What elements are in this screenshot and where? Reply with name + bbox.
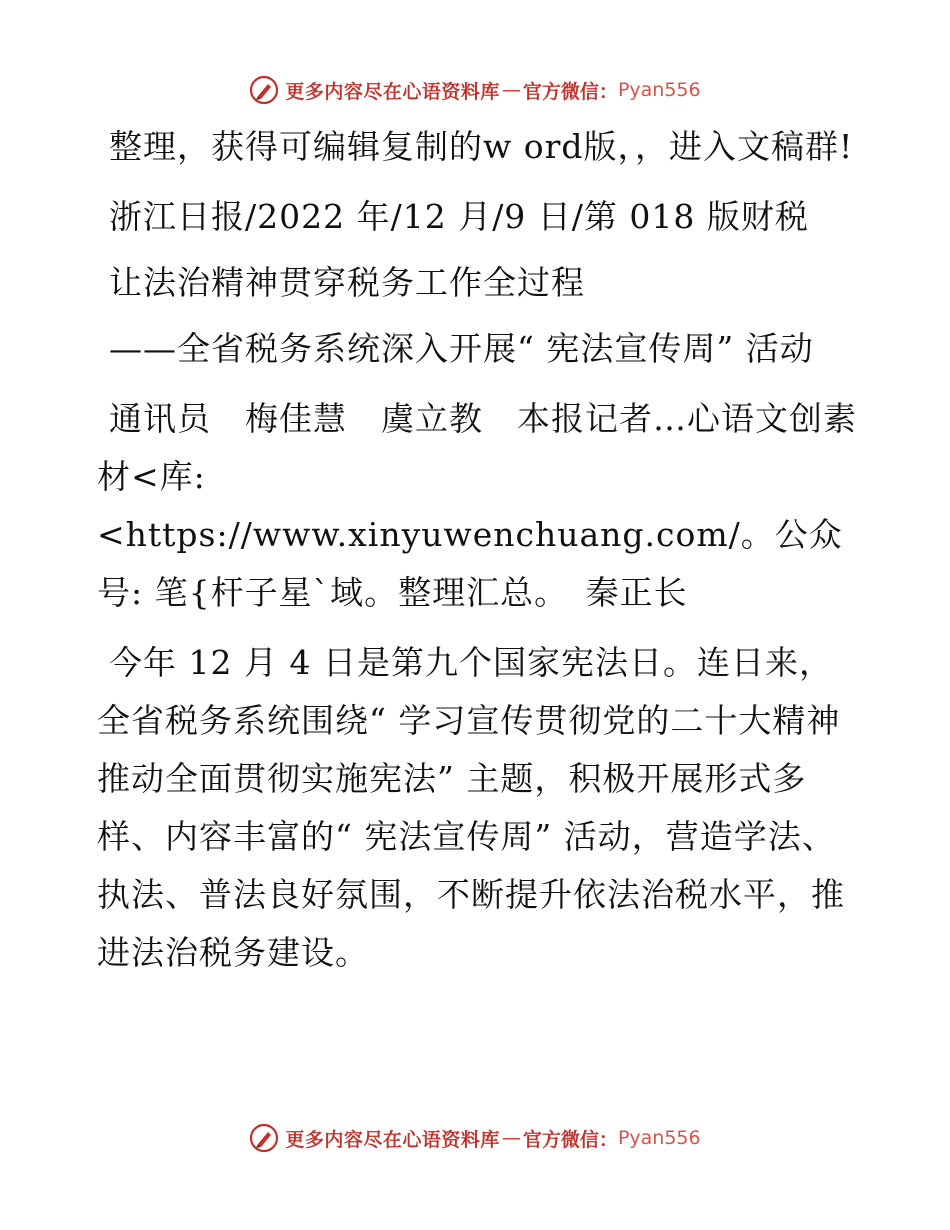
watermark-wechat-id: Pyan556 <box>617 1127 701 1149</box>
watermark-wechat-label: 官方微信： <box>522 80 618 103</box>
watermark-text: 更多内容尽在心语资料库 <box>285 1128 500 1151</box>
intro-line: 整理，获得可编辑复制的w ord版，，进入文稿群! <box>109 127 854 166</box>
byline: 通讯员 梅佳慧 虞立教 本报记者…心语文创素材<库: <https://www.xinyuwenchuang.com/。公众号: 笔{杆子星`域。整理汇总。 秦正长 <box>97 399 857 612</box>
pen-logo-icon <box>249 75 279 105</box>
document-body <box>97 118 857 994</box>
watermark-dash: — <box>501 79 521 101</box>
header-watermark <box>0 72 950 108</box>
article-subtitle: ——全省税务系统深入开展“ 宪法宣传周” 活动 <box>109 329 814 368</box>
article-title: 让法治精神贯穿税务工作全过程 <box>109 263 585 302</box>
watermark-dash: — <box>501 1127 521 1149</box>
watermark-text: 更多内容尽在心语资料库 <box>285 80 500 103</box>
pen-logo-icon <box>249 1123 279 1153</box>
source-line: 浙江日报/2022 年/12 月/9 日/第 018 版财税 <box>109 197 809 236</box>
watermark-wechat-id: Pyan556 <box>617 79 701 101</box>
footer-watermark <box>0 1120 950 1156</box>
body-paragraph: 今年 12 月 4 日是第九个国家宪法日。连日来，全省税务系统围绕“ 学习宣传贯彻党的二十大精神 推动全面贯彻实施宪法” 主题，积极开展形式多样、内容丰富的“ 宪法宣传周” 活动，营造学法、执法、普法良好氛围，不断提升依法治税水平，推进法治税务建设。 <box>97 643 845 972</box>
watermark-wechat-label: 官方微信： <box>522 1128 618 1151</box>
